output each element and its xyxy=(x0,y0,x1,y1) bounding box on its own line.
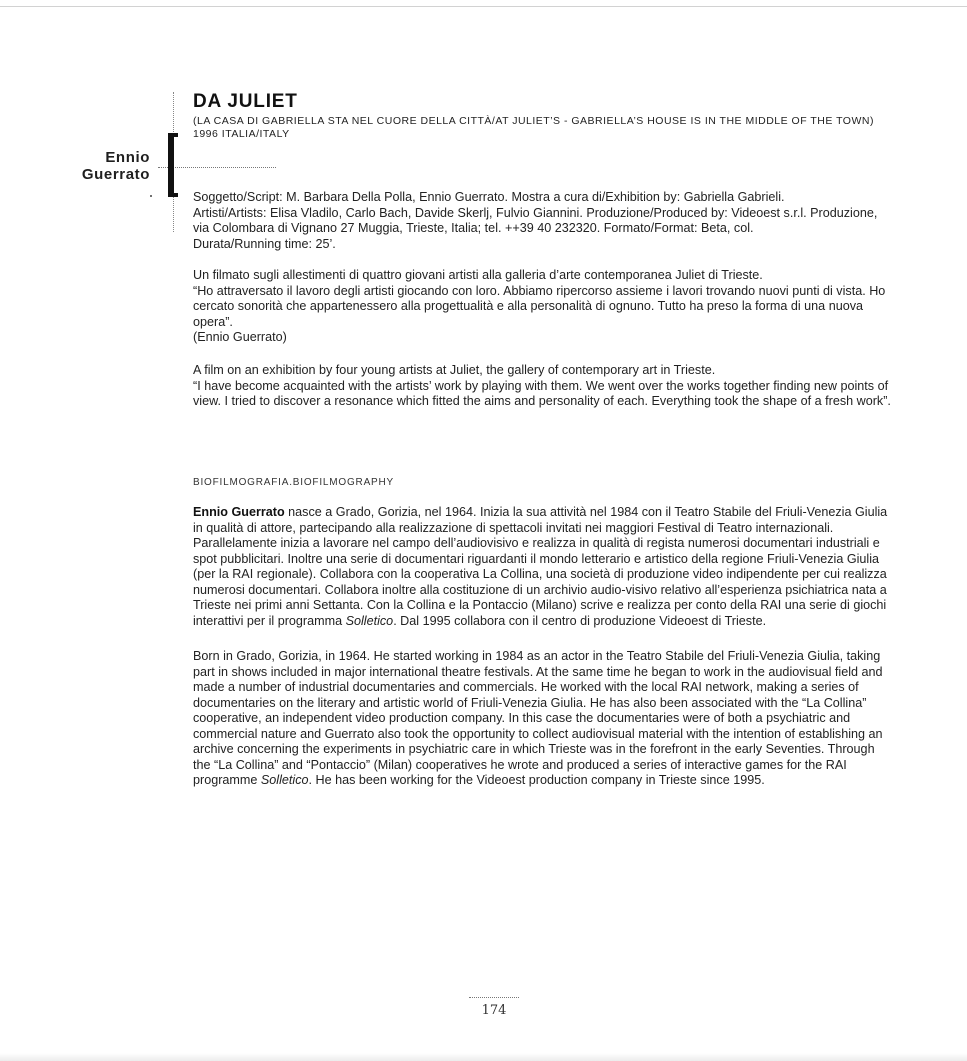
biography-text: nasce a Grado, Gorizia, nel 1964. Inizia la sua attività nel 1984 con il Teatro Stabile del Friuli-Venezia Giulia in qualità di attore, partecipando alla realizzazione di spettacoli invitati nei maggiori Festival di Teatro internazionali. Parallelamente inizia a lavorare nel campo dell’audiovisivo e realizza in qualità di regista numerosi documentari industriali e spot pubblicitari. Inoltre una serie di documentari riguardanti il mondo letterario e artistico della regione Friuli-Venezia Giulia (per la RAI regionale). Collabora con la cooperativa La Collina, una società di produzione video indipendente per cui realizza numerosi documentari. Collabora inoltre alla costituzione di un archivio audio-visivo relativo all’esperienza psichiatrica nata a Trieste nei primi anni Settanta. Con la Collina e la Pontaccio (Milano) scrive e realizza per conto della RAI una serie di giochi interattivi per il programma xyxy=(193,505,888,628)
section-label: BIOFILMOGRAFIA.BIOFILMOGRAPHY xyxy=(193,477,395,488)
programme-title: Solletico xyxy=(345,613,394,628)
credits-block xyxy=(193,190,893,252)
bracket-icon xyxy=(168,133,178,197)
biography-italian xyxy=(193,505,893,629)
description-paragraph: “I have become acquainted with the artists’ work by playing with them. We went over the works together finding new points of view. I tried to discover a resonance which fitted the aims and personality of each. Everything took the shape of a fresh work”. xyxy=(193,378,891,408)
credits-line: Artisti/Artists: Elisa Vladilo, Carlo Bach, Davide Skerlj, Fulvio Giannini. Produzione/Produced by: Videoest s.r.l. Produzione, via Colombara di Vignano 27 Muggia, Trieste, Italia; tel. ++39 40 232320. Formato/Format: Beta, col. xyxy=(193,205,878,235)
dot-mark xyxy=(150,195,152,197)
biography-text: Born in Grado, Gorizia, in 1964. He started working in 1984 as an actor in the Teatro Stabile del Friuli-Venezia Giulia, taking part in shows included in major international theatre festivals. At the same time he began to work in the audiovisual field and made a number of industrial documentaries and commercials. He worked with the local RAI network, making a series of documentaries on the literary and artistic world of Friuli-Venezia Giulia. He has also been associated with the “La Collina” cooperative, an independent video production company. In this case the documentaries were of both a psychiatric and commercial nature and Guerrato also took the opportunity to collect audiovisual material with the intention of establishing an archive concerning the experiments in psychiatric care in which Trieste was in the forefront in the early Seventies. Through the “La Collina” and “Pontaccio” (Milan) cooperatives he wrote and produced a series of interactive games for the RAI programme xyxy=(193,649,883,787)
film-subtitle: (LA CASA DI GABRIELLA STA NEL CUORE DELLA CITTÀ/AT JULIET’S - GABRIELLA’S HOUSE IS IN THE MIDDLE OF THE TOWN) xyxy=(193,115,874,127)
page-number-dots xyxy=(469,997,519,998)
biography-text-end: . He has been working for the Videoest production company in Trieste since 1995. xyxy=(308,773,765,787)
film-title: DA JULIET xyxy=(193,91,298,112)
bottom-edge xyxy=(0,1053,967,1061)
description-italian xyxy=(193,268,893,346)
biography-paragraph xyxy=(193,649,893,789)
biography-paragraph xyxy=(193,505,893,629)
description-signature: (Ennio Guerrato) xyxy=(193,330,287,344)
credits-line: Durata/Running time: 25’. xyxy=(193,236,336,251)
description-paragraph: “Ho attraversato il lavoro degli artisti giocando con loro. Abbiamo ripercorso assieme i lavori trovando nuovi punti di vista. Ho cercato sonorità che appartenessero alla progettualità e alla personalità di ognuno. Tutto ha preso la forma di una nuova opera”. xyxy=(193,283,886,329)
biography-english xyxy=(193,649,893,789)
author-name: Ennio Guerrato xyxy=(81,149,150,183)
credits-line: Soggetto/Script: M. Barbara Della Polla, Ennio Guerrato. Mostra a cura di/Exhibition by: Gabriella Gabrieli. xyxy=(193,190,785,204)
biography-name: Ennio Guerrato xyxy=(193,505,285,519)
programme-title: Solletico xyxy=(260,773,309,787)
biography-text-end: . Dal 1995 collabora con il centro di produzione Videoest di Trieste. xyxy=(393,613,767,628)
description-paragraph: A film on an exhibition by four young artists at Juliet, the gallery of contemporary art in Trieste. xyxy=(193,363,716,377)
year-country: 1996 ITALIA/ITALY xyxy=(193,128,290,140)
description-paragraph: Un filmato sugli allestimenti di quattro giovani artisti alla galleria d’arte contemporanea Juliet di Trieste. xyxy=(193,268,763,282)
top-rule xyxy=(0,6,967,7)
description-english xyxy=(193,363,893,410)
page-number: 174 xyxy=(481,1003,507,1018)
